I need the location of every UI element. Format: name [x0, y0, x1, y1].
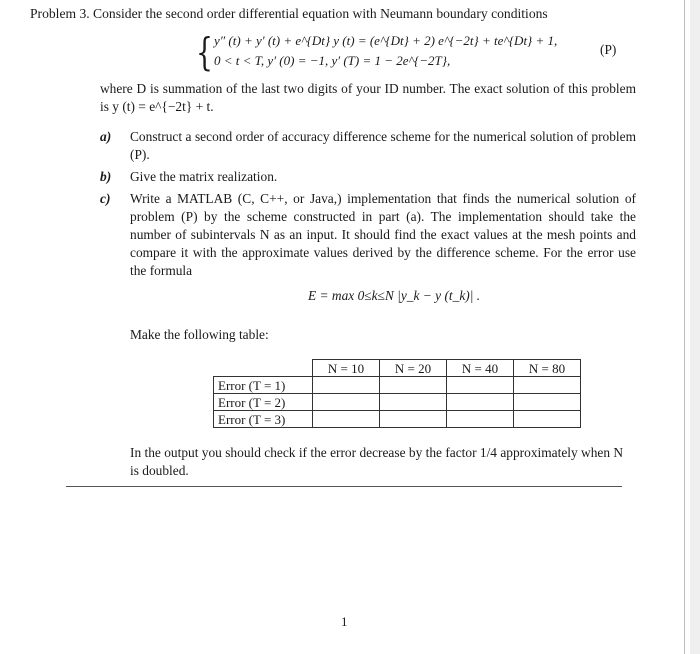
where-paragraph: where D is summation of the last two digits of your ID number. The exact solution of this problem is y (t) = e^{−2t} + t.	[100, 81, 636, 114]
bottom-rule	[66, 486, 622, 487]
page-edge	[684, 0, 685, 654]
table-cell	[447, 411, 514, 428]
item-b-label: b)	[100, 169, 112, 184]
problem-title: Problem 3. Consider the second order differential equation with Neumann boundary conditions	[30, 6, 548, 21]
table-cell	[447, 394, 514, 411]
table-intro: Make the following table:	[130, 327, 269, 342]
table-row	[214, 394, 581, 411]
table-row	[214, 377, 581, 394]
equation-label: (P)	[600, 42, 617, 57]
item-b	[100, 168, 636, 186]
table-cell	[447, 377, 514, 394]
conclusion-text: In the output you should check if the error decrease by the factor 1/4 approximately when N is doubled.	[130, 445, 624, 478]
table-cell	[380, 394, 447, 411]
row-label-t3: Error (T = 3)	[214, 411, 313, 428]
item-c-label: c)	[100, 191, 111, 206]
item-c-text: Write a MATLAB (C, C++, or Java,) implementation that finds the numerical solution of problem (P) by the scheme constructed in part (a). The implementation should take the number of subintervals N as an input. It should find the exact values at the mesh points and compare it with the approximate values derived by the difference scheme. For the error use the formula	[130, 191, 636, 278]
row-label-t2: Error (T = 2)	[214, 394, 313, 411]
table-cell	[514, 377, 581, 394]
equation-brace: {	[196, 30, 213, 74]
equation-line-1: y″ (t) + y′ (t) + e^{Dt} y (t) = (e^{Dt} + 2) e^{−2t} + te^{Dt} + 1,	[214, 33, 558, 48]
table-cell	[514, 411, 581, 428]
table-cell	[380, 411, 447, 428]
error-formula: E = max 0≤k≤N |y_k − y (t_k)| .	[308, 288, 481, 303]
table-header-row	[214, 360, 581, 377]
col-header-n80: N = 80	[514, 360, 581, 377]
table-row	[214, 411, 581, 428]
item-b-text: Give the matrix realization.	[130, 169, 278, 184]
error-table	[213, 359, 581, 428]
equation-line-2: 0 < t < T, y′ (0) = −1, y′ (T) = 1 − 2e^{−2T},	[214, 53, 451, 68]
col-header-n20: N = 20	[380, 360, 447, 377]
item-a-label: a)	[100, 129, 112, 144]
row-label-t1: Error (T = 1)	[214, 377, 313, 394]
col-header-n40: N = 40	[447, 360, 514, 377]
item-c	[100, 190, 636, 280]
table-cell	[380, 377, 447, 394]
item-a	[100, 128, 636, 164]
table-cell	[313, 377, 380, 394]
item-a-text: Construct a second order of accuracy difference scheme for the numerical solution of problem (P).	[130, 129, 636, 162]
col-header-n10: N = 10	[313, 360, 380, 377]
table-cell	[313, 411, 380, 428]
table-cell	[313, 394, 380, 411]
page-number: 1	[341, 614, 348, 629]
table-corner	[214, 360, 313, 377]
table-cell	[514, 394, 581, 411]
page-shadow	[690, 0, 700, 654]
